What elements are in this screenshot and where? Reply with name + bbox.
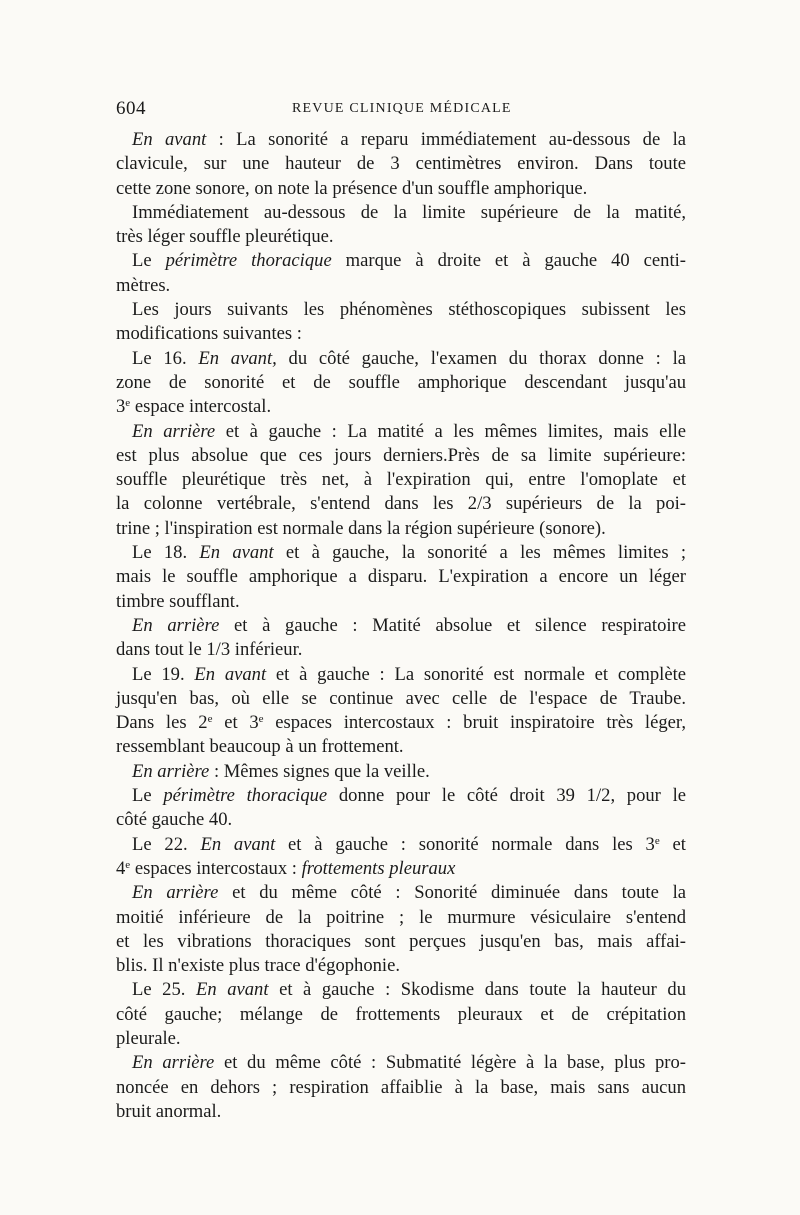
text-segment: cette zone sonore, on note la présence d'un souffle amphorique.: [116, 177, 588, 199]
text-segment: et les vibrations thoraciques sont perçues jusqu'en bas, mais affai-: [116, 930, 686, 952]
text-segment: Le: [132, 785, 164, 807]
text-segment: et à gauche : sonorité normale dans les 3: [275, 833, 655, 855]
text-segment: noncée en dehors ; respiration affaiblie à la base, mais sans aucun: [116, 1076, 686, 1098]
text-segment: modifications suivantes :: [116, 323, 302, 345]
italic-text: En arrière: [132, 1052, 215, 1074]
text-line: [116, 298, 686, 322]
text-line: [116, 565, 686, 589]
text-segment: 4: [116, 857, 126, 879]
text-segment: mais le souffle amphorique a disparu. L'expiration a encore un léger: [116, 566, 686, 588]
text-line: [116, 614, 686, 638]
text-segment: moitié inférieure de la poitrine ; le murmure vésiculaire s'entend: [116, 906, 686, 928]
text-line: [116, 590, 686, 614]
text-line: [116, 1100, 686, 1124]
text-segment: marque à droite et à gauche 40 centi-: [331, 250, 686, 272]
text-segment: blis. Il n'existe plus trace d'égophonie.: [116, 955, 400, 977]
text-line: [116, 808, 686, 832]
text-segment: espaces intercostaux :: [130, 857, 302, 879]
italic-text: périmètre thoracique: [165, 250, 332, 272]
text-segment: 3: [116, 396, 126, 418]
italic-text: En avant: [199, 542, 274, 564]
text-segment: Le 19.: [132, 663, 195, 685]
text-line: [116, 833, 686, 857]
italic-text: En arrière: [132, 614, 220, 636]
superscript: e: [125, 397, 131, 410]
text-segment: très léger souffle pleurétique.: [116, 226, 334, 248]
text-line: [116, 638, 686, 662]
text-segment: et: [659, 833, 686, 855]
italic-text: En avant: [195, 979, 269, 1001]
text-segment: : Mêmes signes que la veille.: [209, 760, 430, 782]
text-segment: Dans les 2: [116, 712, 208, 734]
text-segment: donne pour le côté droit 39 1/2, pour le: [327, 785, 686, 807]
italic-text: En avant,: [198, 347, 277, 369]
text-segment: Le: [132, 250, 166, 272]
text-segment: ressemblant beaucoup à un frottement.: [116, 736, 404, 758]
italic-text: En avant: [194, 663, 267, 685]
text-line: [116, 395, 686, 419]
text-line: [116, 954, 686, 978]
text-segment: et à gauche : La matité a les mêmes limites, mais elle: [215, 420, 686, 442]
text-line: [116, 444, 686, 468]
superscript: e: [654, 834, 660, 847]
text-line: [116, 347, 686, 371]
body-text: [116, 128, 686, 1124]
text-segment: Le 18.: [132, 542, 200, 564]
italic-text: En avant: [200, 833, 276, 855]
text-line: [116, 177, 686, 201]
italic-text: En avant: [132, 129, 207, 150]
italic-text: En arrière: [132, 420, 216, 442]
text-segment: et à gauche, la sonorité a les mêmes limites ;: [273, 542, 686, 564]
text-line: [116, 687, 686, 711]
text-segment: pleurale.: [116, 1027, 181, 1049]
superscript: e: [258, 713, 264, 726]
text-segment: est plus absolue que ces jours derniers.Près de sa limite supérieure:: [116, 444, 686, 466]
text-line: [116, 857, 686, 881]
text-segment: et à gauche : La sonorité est normale et complète: [266, 663, 687, 685]
italic-text: En arrière: [132, 760, 210, 782]
italic-text: périmètre thoracique: [163, 785, 328, 807]
text-line: [116, 760, 686, 784]
text-line: [116, 201, 686, 225]
text-line: [116, 881, 686, 905]
text-segment: et 3: [212, 712, 259, 734]
superscript: e: [125, 858, 131, 871]
text-line: [116, 906, 686, 930]
text-segment: mètres.: [116, 274, 171, 296]
text-segment: clavicule, sur une hauteur de 3 centimètres environ. Dans toute: [116, 153, 686, 175]
text-segment: Immédiatement au-dessous de la limite supérieure de la matité,: [132, 201, 686, 223]
running-title: REVUE CLINIQUE MÉDICALE: [292, 101, 512, 116]
text-line: [116, 152, 686, 176]
page-header: [116, 98, 686, 122]
text-line: [116, 128, 686, 152]
text-line: [116, 517, 686, 541]
text-line: [116, 274, 686, 298]
text-segment: Le 22.: [132, 833, 201, 855]
text-line: [116, 663, 686, 687]
text-segment: côté gauche; mélange de frottements pleuraux et de crépitation: [116, 1003, 686, 1025]
text-line: [116, 1027, 686, 1051]
text-segment: timbre soufflant.: [116, 590, 240, 612]
text-line: [116, 1051, 686, 1075]
text-segment: bruit anormal.: [116, 1100, 222, 1122]
text-segment: la colonne vertébrale, s'entend dans les 2/3 supérieurs de la poi-: [116, 493, 686, 515]
text-segment: et à gauche : Matité absolue et silence respiratoire: [219, 614, 686, 636]
text-line: [116, 371, 686, 395]
text-line: [116, 541, 686, 565]
page-number: 604: [116, 98, 146, 119]
text-line: [116, 225, 686, 249]
text-segment: zone de sonorité et de souffle amphorique descendant jusqu'au: [116, 371, 686, 393]
text-segment: et du même côté : Sonorité diminuée dans toute la: [218, 882, 686, 904]
text-line: [116, 978, 686, 1002]
text-line: [116, 1003, 686, 1027]
text-line: [116, 784, 686, 808]
text-segment: jusqu'en bas, où elle se continue avec celle de l'espace de Traube.: [116, 687, 686, 709]
text-segment: et du même côté : Submatité légère à la base, plus pro-: [214, 1052, 686, 1074]
text-line: [116, 249, 686, 273]
text-segment: trine ; l'inspiration est normale dans la région supérieure (sonore).: [116, 517, 606, 539]
text-segment: dans tout le 1/3 inférieur.: [116, 639, 303, 661]
text-line: [116, 930, 686, 954]
superscript: e: [207, 713, 213, 726]
italic-text: frottements pleuraux: [301, 857, 456, 879]
text-line: [116, 468, 686, 492]
text-segment: Le 16.: [132, 347, 199, 369]
text-segment: côté gauche 40.: [116, 809, 233, 831]
text-segment: espace intercostal.: [130, 396, 272, 418]
text-segment: du côté gauche, l'examen du thorax donne : la: [276, 347, 686, 369]
italic-text: En arrière: [132, 882, 219, 904]
text-line: [116, 492, 686, 516]
text-line: [116, 735, 686, 759]
text-line: [116, 711, 686, 735]
text-segment: : La sonorité a reparu immédiatement au-dessous de la: [206, 129, 686, 150]
text-segment: et à gauche : Skodisme dans toute la hauteur du: [268, 979, 686, 1001]
text-segment: souffle pleurétique très net, à l'expiration qui, entre l'omoplate et: [116, 469, 686, 491]
text-segment: Le 25.: [132, 979, 196, 1001]
text-segment: Les jours suivants les phénomènes stéthoscopiques subissent les: [132, 299, 686, 321]
text-segment: espaces intercostaux : bruit inspiratoire très léger,: [263, 712, 686, 734]
text-line: [116, 1076, 686, 1100]
text-line: [116, 420, 686, 444]
text-line: [116, 322, 686, 346]
